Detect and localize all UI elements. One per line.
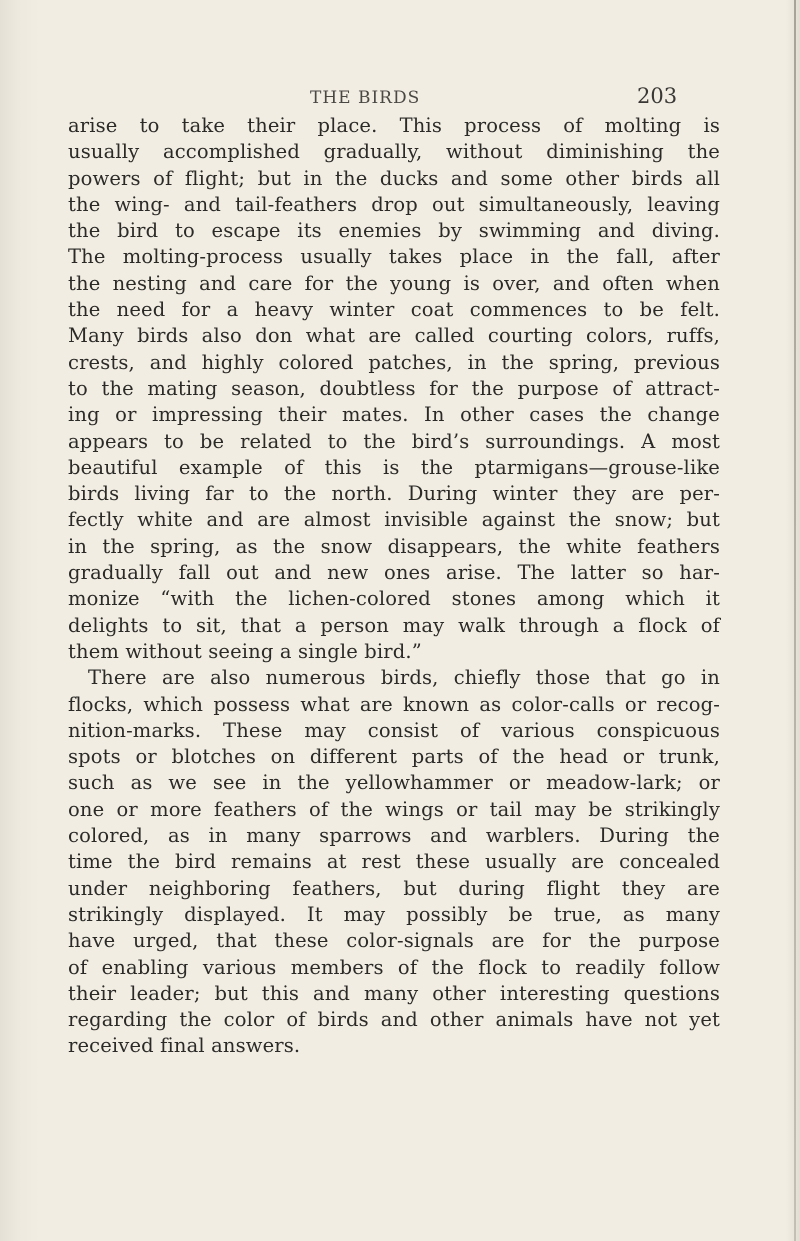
text-line: regarding the color of birds and other animals have not yet <box>68 1008 720 1032</box>
text-line: them without seeing a single bird.” <box>68 639 422 663</box>
page-number: 203 <box>637 84 678 108</box>
text-line: arise to take their place. This process of molting is <box>68 114 720 137</box>
text-line: their leader; but this and many other interesting questions <box>68 981 720 1005</box>
text-line: colored, as in many sparrows and warblers. During the <box>68 824 720 848</box>
text-line: under neighboring feathers, but during flight they are <box>68 876 720 900</box>
text-line: time the bird remains at rest these usually are concealed <box>68 850 720 874</box>
running-head: THE BIRDS <box>310 88 421 108</box>
text-line: such as we see in the yellowhammer or meadow-lark; or <box>68 771 720 795</box>
text-line: one or more feathers of the wings or tail may be strikingly <box>68 797 720 821</box>
text-line: spots or blotches on different parts of the head or trunk, <box>68 745 720 769</box>
text-line: in the spring, as the snow disappears, the white feathers <box>68 534 720 558</box>
text-line: monize “with the lichen-colored stones among which it <box>68 587 720 611</box>
text-line: gradually fall out and new ones arise. The latter so har- <box>68 561 720 585</box>
text-line: the nesting and care for the young is over, and often when <box>68 271 720 295</box>
text-line: the need for a heavy winter coat commences to be felt. <box>68 298 720 322</box>
text-line: The molting-process usually takes place in the fall, after <box>68 245 720 269</box>
text-line: of enabling various members of the flock to readily follow <box>68 955 720 979</box>
text-line: Many birds also don what are called courting colors, ruffs, <box>68 324 720 348</box>
text-line: received final answers. <box>68 1034 301 1058</box>
body-text <box>68 113 720 1060</box>
text-line: to the mating season, doubtless for the purpose of attract- <box>68 376 720 400</box>
text-line: powers of flight; but in the ducks and some other birds all <box>68 166 720 190</box>
text-line: crests, and highly colored patches, in the spring, previous <box>68 350 720 374</box>
paragraph-start-line: There are also numerous birds, chiefly those that go in <box>88 666 720 690</box>
text-line: the wing- and tail-feathers drop out simultaneously, leaving <box>68 192 720 216</box>
text-line: strikingly displayed. It may possibly be true, as many <box>68 902 720 926</box>
page-edge-shadow <box>794 0 796 1241</box>
text-line: appears to be related to the bird’s surroundings. A most <box>68 429 720 453</box>
text-line: have urged, that these color-signals are for the purpose <box>68 929 720 953</box>
text-line: birds living far to the north. During winter they are per- <box>68 482 720 506</box>
text-line: flocks, which possess what are known as color-calls or recog- <box>68 692 720 716</box>
text-line: beautiful example of this is the ptarmigans—grouse-like <box>68 455 720 479</box>
text-line: fectly white and are almost invisible against the snow; but <box>68 508 720 532</box>
text-line: ing or impressing their mates. In other cases the change <box>68 403 720 427</box>
text-line: the bird to escape its enemies by swimming and diving. <box>68 219 720 243</box>
text-line: nition-marks. These may consist of various conspicuous <box>68 718 720 742</box>
text-line: usually accomplished gradually, without diminishing the <box>68 140 720 164</box>
text-line: delights to sit, that a person may walk through a flock of <box>68 613 720 637</box>
